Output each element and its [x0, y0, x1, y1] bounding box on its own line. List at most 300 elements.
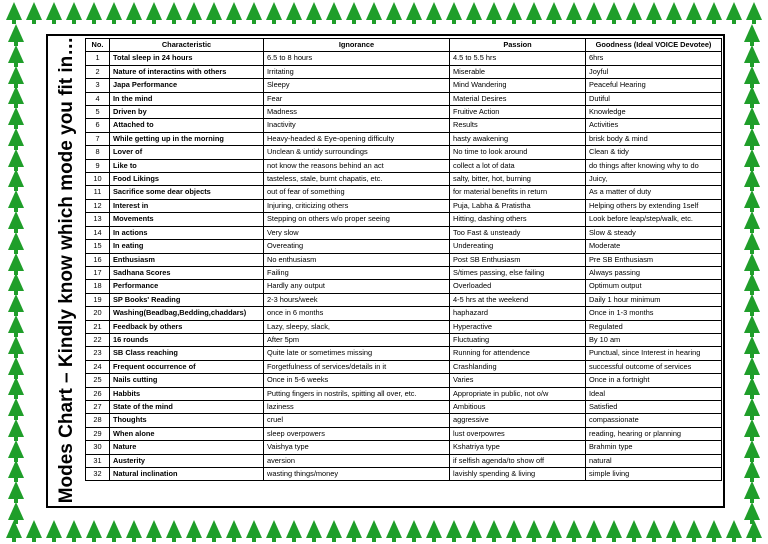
ignorance-cell: once in 6 months: [264, 307, 450, 320]
row-number: 8: [86, 146, 110, 159]
goodness-cell: 6hrs: [586, 52, 722, 65]
tree-icon: [8, 398, 24, 416]
row-number: 10: [86, 173, 110, 186]
tree-icon: [346, 2, 362, 20]
table-row: [86, 280, 722, 293]
characteristic-cell: While getting up in the morning: [110, 132, 264, 145]
characteristic-cell: Japa Performance: [110, 79, 264, 92]
tree-icon: [744, 294, 760, 312]
row-number: 32: [86, 468, 110, 481]
characteristic-cell: Performance: [110, 280, 264, 293]
tree-icon: [744, 24, 760, 42]
tree-icon: [8, 481, 24, 499]
tree-icon: [8, 419, 24, 437]
passion-cell: Puja, Labha & Pratistha: [450, 199, 586, 212]
tree-icon: [8, 169, 24, 187]
tree-icon: [8, 24, 24, 42]
tree-icon: [506, 520, 522, 538]
tree-icon: [346, 520, 362, 538]
tree-icon: [726, 520, 742, 538]
ignorance-cell: Stepping on others w/o proper seeing: [264, 213, 450, 226]
ignorance-cell: not know the reasons behind an act: [264, 159, 450, 172]
ignorance-cell: cruel: [264, 414, 450, 427]
goodness-cell: Ideal: [586, 387, 722, 400]
tree-icon: [744, 419, 760, 437]
tree-icon: [546, 520, 562, 538]
tree-icon: [6, 2, 22, 20]
tree-icon: [406, 2, 422, 20]
tree-icon: [386, 2, 402, 20]
table-row: [86, 387, 722, 400]
passion-cell: if selfish agenda/to show off: [450, 454, 586, 467]
ignorance-cell: Sleepy: [264, 79, 450, 92]
characteristic-cell: Natural inclination: [110, 468, 264, 481]
tree-icon: [306, 520, 322, 538]
tree-icon: [146, 2, 162, 20]
tree-icon: [744, 460, 760, 478]
goodness-cell: By 10 am: [586, 333, 722, 346]
passion-cell: Post SB Enthusiasm: [450, 253, 586, 266]
tree-icon: [286, 2, 302, 20]
tree-icon: [8, 460, 24, 478]
passion-cell: Undereating: [450, 240, 586, 253]
tree-icon: [706, 2, 722, 20]
table-row: [86, 92, 722, 105]
table-row: [86, 240, 722, 253]
characteristic-cell: Austerity: [110, 454, 264, 467]
tree-icon: [726, 2, 742, 20]
ignorance-cell: sleep overpowers: [264, 427, 450, 440]
tree-icon: [744, 149, 760, 167]
ignorance-cell: tasteless, stale, burnt chapatis, etc.: [264, 173, 450, 186]
characteristic-cell: Nails cutting: [110, 374, 264, 387]
tree-icon: [526, 2, 542, 20]
ignorance-cell: 6.5 to 8 hours: [264, 52, 450, 65]
ignorance-cell: 2-3 hours/week: [264, 293, 450, 306]
passion-cell: Miserable: [450, 65, 586, 78]
characteristic-cell: When alone: [110, 427, 264, 440]
tree-icon: [246, 2, 262, 20]
row-number: 3: [86, 79, 110, 92]
row-number: 24: [86, 360, 110, 373]
table-row: [86, 173, 722, 186]
tree-icon: [586, 2, 602, 20]
tree-icon: [426, 2, 442, 20]
ignorance-cell: Fear: [264, 92, 450, 105]
characteristic-cell: SP Books' Reading: [110, 293, 264, 306]
row-number: 28: [86, 414, 110, 427]
ignorance-cell: Forgetfulness of services/details in it: [264, 360, 450, 373]
row-number: 2: [86, 65, 110, 78]
passion-cell: Fruitive Action: [450, 106, 586, 119]
passion-cell: 4.5 to 5.5 hrs: [450, 52, 586, 65]
table-row: [86, 347, 722, 360]
tree-icon: [744, 232, 760, 250]
table-row: [86, 146, 722, 159]
tree-icon: [226, 520, 242, 538]
row-number: 25: [86, 374, 110, 387]
tree-icon: [8, 294, 24, 312]
tree-icon: [326, 520, 342, 538]
tree-icon: [8, 440, 24, 458]
tree-icon: [8, 107, 24, 125]
tree-icon: [186, 2, 202, 20]
characteristic-cell: Washing(Beadbag,Bedding,chaddars): [110, 307, 264, 320]
ignorance-cell: Putting fingers in nostrils, spitting all over, etc.: [264, 387, 450, 400]
goodness-cell: Brahmin type: [586, 441, 722, 454]
goodness-cell: Moderate: [586, 240, 722, 253]
passion-cell: Fluctuating: [450, 333, 586, 346]
characteristic-cell: Lover of: [110, 146, 264, 159]
goodness-cell: Knowledge: [586, 106, 722, 119]
ignorance-cell: Very slow: [264, 226, 450, 239]
passion-cell: for material benefits in return: [450, 186, 586, 199]
goodness-cell: do things after knowing why to do: [586, 159, 722, 172]
tree-icon: [744, 128, 760, 146]
goodness-cell: Joyful: [586, 65, 722, 78]
ignorance-cell: Quite late or sometimes missing: [264, 347, 450, 360]
table-row: [86, 333, 722, 346]
tree-icon: [646, 2, 662, 20]
tree-icon: [566, 520, 582, 538]
ignorance-cell: Vaishya type: [264, 441, 450, 454]
passion-cell: Mind Wandering: [450, 79, 586, 92]
tree-icon: [646, 520, 662, 538]
goodness-cell: Daily 1 hour minimum: [586, 293, 722, 306]
tree-icon: [8, 502, 24, 520]
ignorance-cell: wasting things/money: [264, 468, 450, 481]
goodness-cell: Helping others by extending 1self: [586, 199, 722, 212]
row-number: 11: [86, 186, 110, 199]
row-number: 12: [86, 199, 110, 212]
row-number: 15: [86, 240, 110, 253]
tree-icon: [8, 273, 24, 291]
ignorance-cell: Unclean & untidy surroundings: [264, 146, 450, 159]
ignorance-cell: Overeating: [264, 240, 450, 253]
goodness-cell: Clean & tidy: [586, 146, 722, 159]
goodness-cell: reading, hearing or planning: [586, 427, 722, 440]
passion-cell: lust overpowres: [450, 427, 586, 440]
passion-cell: haphazard: [450, 307, 586, 320]
goodness-cell: simple living: [586, 468, 722, 481]
tree-icon: [446, 520, 462, 538]
table-row: [86, 441, 722, 454]
left-tree-border: [4, 24, 28, 520]
row-number: 20: [86, 307, 110, 320]
characteristic-cell: State of the mind: [110, 400, 264, 413]
table-row: [86, 320, 722, 333]
col-header-characteristic: Characteristic: [110, 39, 264, 52]
tree-icon: [744, 398, 760, 416]
tree-icon: [744, 190, 760, 208]
ignorance-cell: Hardly any output: [264, 280, 450, 293]
row-number: 1: [86, 52, 110, 65]
row-number: 17: [86, 266, 110, 279]
passion-cell: lavishly spending & living: [450, 468, 586, 481]
characteristic-cell: Food Likings: [110, 173, 264, 186]
tree-icon: [666, 520, 682, 538]
tree-icon: [686, 520, 702, 538]
ignorance-cell: After 5pm: [264, 333, 450, 346]
tree-icon: [406, 520, 422, 538]
passion-cell: Varies: [450, 374, 586, 387]
row-number: 23: [86, 347, 110, 360]
tree-icon: [126, 520, 142, 538]
ignorance-cell: laziness: [264, 400, 450, 413]
row-number: 4: [86, 92, 110, 105]
tree-icon: [744, 336, 760, 354]
table-row: [86, 360, 722, 373]
passion-cell: Kshatriya type: [450, 441, 586, 454]
table-row: [86, 266, 722, 279]
tree-icon: [746, 520, 762, 538]
col-header-ignorance: Ignorance: [264, 39, 450, 52]
characteristic-cell: Driven by: [110, 106, 264, 119]
passion-cell: Crashlanding: [450, 360, 586, 373]
tree-icon: [626, 520, 642, 538]
characteristic-cell: Nature: [110, 441, 264, 454]
table-row: [86, 307, 722, 320]
tree-icon: [546, 2, 562, 20]
goodness-cell: Look before leap/step/walk, etc.: [586, 213, 722, 226]
ignorance-cell: Inactivity: [264, 119, 450, 132]
table-row: [86, 199, 722, 212]
tree-icon: [526, 520, 542, 538]
tree-icon: [744, 66, 760, 84]
ignorance-cell: Irritating: [264, 65, 450, 78]
passion-cell: Appropriate in public, not o/w: [450, 387, 586, 400]
table-row: [86, 186, 722, 199]
row-number: 14: [86, 226, 110, 239]
tree-icon: [246, 520, 262, 538]
tree-icon: [8, 128, 24, 146]
characteristic-cell: Nature of interactins with others: [110, 65, 264, 78]
goodness-cell: Always passing: [586, 266, 722, 279]
table-row: [86, 414, 722, 427]
passion-cell: S/times passing, else failing: [450, 266, 586, 279]
tree-icon: [666, 2, 682, 20]
passion-cell: Material Desires: [450, 92, 586, 105]
characteristic-cell: Thoughts: [110, 414, 264, 427]
passion-cell: salty, bitter, hot, burning: [450, 173, 586, 186]
tree-icon: [106, 520, 122, 538]
tree-icon: [466, 2, 482, 20]
table-row: [86, 400, 722, 413]
ignorance-cell: Injuring, criticizing others: [264, 199, 450, 212]
col-header-passion: Passion: [450, 39, 586, 52]
tree-icon: [744, 502, 760, 520]
tree-icon: [446, 2, 462, 20]
characteristic-cell: 16 rounds: [110, 333, 264, 346]
tree-icon: [206, 2, 222, 20]
tree-icon: [306, 2, 322, 20]
goodness-cell: Once in a fortnight: [586, 374, 722, 387]
tree-icon: [744, 377, 760, 395]
tree-icon: [426, 520, 442, 538]
characteristic-cell: Sacrifice some dear objects: [110, 186, 264, 199]
tree-icon: [606, 2, 622, 20]
tree-icon: [8, 190, 24, 208]
tree-icon: [744, 253, 760, 271]
tree-icon: [566, 2, 582, 20]
tree-icon: [326, 2, 342, 20]
top-tree-border: [0, 2, 768, 26]
passion-cell: Ambitious: [450, 400, 586, 413]
table-row: [86, 253, 722, 266]
goodness-cell: natural: [586, 454, 722, 467]
tree-icon: [386, 520, 402, 538]
tree-icon: [744, 211, 760, 229]
table-row: [86, 119, 722, 132]
tree-icon: [686, 2, 702, 20]
goodness-cell: Optimum output: [586, 280, 722, 293]
tree-icon: [86, 2, 102, 20]
tree-icon: [8, 66, 24, 84]
row-number: 18: [86, 280, 110, 293]
tree-icon: [744, 481, 760, 499]
goodness-cell: Dutiful: [586, 92, 722, 105]
passion-cell: Results: [450, 119, 586, 132]
header-row: [86, 39, 722, 52]
tree-icon: [186, 520, 202, 538]
passion-cell: Too Fast & unsteady: [450, 226, 586, 239]
tree-icon: [126, 2, 142, 20]
passion-cell: Hyperactive: [450, 320, 586, 333]
passion-cell: Overloaded: [450, 280, 586, 293]
goodness-cell: Punctual, since Interest in hearing: [586, 347, 722, 360]
table-row: [86, 132, 722, 145]
ignorance-cell: Madness: [264, 106, 450, 119]
bottom-tree-border: [0, 520, 768, 544]
characteristic-cell: Interest in: [110, 199, 264, 212]
row-number: 31: [86, 454, 110, 467]
characteristic-cell: In actions: [110, 226, 264, 239]
goodness-cell: successful outcome of services: [586, 360, 722, 373]
tree-icon: [8, 232, 24, 250]
modes-table: [85, 38, 722, 481]
col-header-no: No.: [86, 39, 110, 52]
table-row: [86, 79, 722, 92]
tree-icon: [106, 2, 122, 20]
row-number: 26: [86, 387, 110, 400]
tree-icon: [744, 273, 760, 291]
goodness-cell: Pre SB Enthusiasm: [586, 253, 722, 266]
tree-icon: [8, 336, 24, 354]
table-row: [86, 65, 722, 78]
characteristic-cell: Habbits: [110, 387, 264, 400]
tree-icon: [26, 520, 42, 538]
tree-icon: [26, 2, 42, 20]
table-row: [86, 52, 722, 65]
tree-icon: [166, 520, 182, 538]
table-row: [86, 427, 722, 440]
tree-icon: [8, 377, 24, 395]
goodness-cell: Regulated: [586, 320, 722, 333]
table-row: [86, 468, 722, 481]
tree-icon: [266, 520, 282, 538]
passion-cell: No time to look around: [450, 146, 586, 159]
characteristic-cell: Like to: [110, 159, 264, 172]
tree-icon: [226, 2, 242, 20]
tree-icon: [8, 149, 24, 167]
tree-icon: [486, 520, 502, 538]
tree-icon: [744, 86, 760, 104]
tree-icon: [8, 253, 24, 271]
ignorance-cell: Lazy, sleepy, slack,: [264, 320, 450, 333]
tree-icon: [206, 520, 222, 538]
row-number: 9: [86, 159, 110, 172]
tree-icon: [706, 520, 722, 538]
goodness-cell: Slow & steady: [586, 226, 722, 239]
tree-icon: [744, 169, 760, 187]
tree-icon: [266, 2, 282, 20]
passion-cell: Hitting, dashing others: [450, 213, 586, 226]
passion-cell: Running for attendence: [450, 347, 586, 360]
tree-icon: [146, 520, 162, 538]
tree-icon: [166, 2, 182, 20]
row-number: 22: [86, 333, 110, 346]
characteristic-cell: SB Class reaching: [110, 347, 264, 360]
characteristic-cell: Movements: [110, 213, 264, 226]
tree-icon: [744, 440, 760, 458]
tree-icon: [66, 2, 82, 20]
tree-icon: [46, 2, 62, 20]
tree-icon: [366, 2, 382, 20]
table-row: [86, 226, 722, 239]
ignorance-cell: out of fear of something: [264, 186, 450, 199]
chart-title: Modes Chart – Kindly know which mode you fit in…: [56, 36, 77, 504]
row-number: 19: [86, 293, 110, 306]
tree-icon: [606, 520, 622, 538]
characteristic-cell: Attached to: [110, 119, 264, 132]
goodness-cell: As a matter of duty: [586, 186, 722, 199]
row-number: 16: [86, 253, 110, 266]
characteristic-cell: In the mind: [110, 92, 264, 105]
tree-icon: [8, 357, 24, 375]
tree-icon: [8, 86, 24, 104]
row-number: 30: [86, 441, 110, 454]
ignorance-cell: aversion: [264, 454, 450, 467]
tree-icon: [744, 107, 760, 125]
tree-icon: [746, 2, 762, 20]
goodness-cell: Peaceful Hearing: [586, 79, 722, 92]
passion-cell: 4-5 hrs at the weekend: [450, 293, 586, 306]
characteristic-cell: In eating: [110, 240, 264, 253]
table-row: [86, 106, 722, 119]
tree-icon: [8, 45, 24, 63]
goodness-cell: Once in 1-3 months: [586, 307, 722, 320]
goodness-cell: compassionate: [586, 414, 722, 427]
row-number: 29: [86, 427, 110, 440]
tree-icon: [744, 45, 760, 63]
row-number: 27: [86, 400, 110, 413]
passion-cell: collect a lot of data: [450, 159, 586, 172]
tree-icon: [506, 2, 522, 20]
tree-icon: [8, 211, 24, 229]
table-row: [86, 454, 722, 467]
table-row: [86, 293, 722, 306]
tree-icon: [586, 520, 602, 538]
tree-icon: [66, 520, 82, 538]
tree-icon: [744, 357, 760, 375]
tree-icon: [286, 520, 302, 538]
row-number: 13: [86, 213, 110, 226]
passion-cell: hasty awakening: [450, 132, 586, 145]
goodness-cell: brisk body & mind: [586, 132, 722, 145]
ignorance-cell: Failing: [264, 266, 450, 279]
table-row: [86, 213, 722, 226]
col-header-goodness: Goodness (Ideal VOICE Devotee): [586, 39, 722, 52]
